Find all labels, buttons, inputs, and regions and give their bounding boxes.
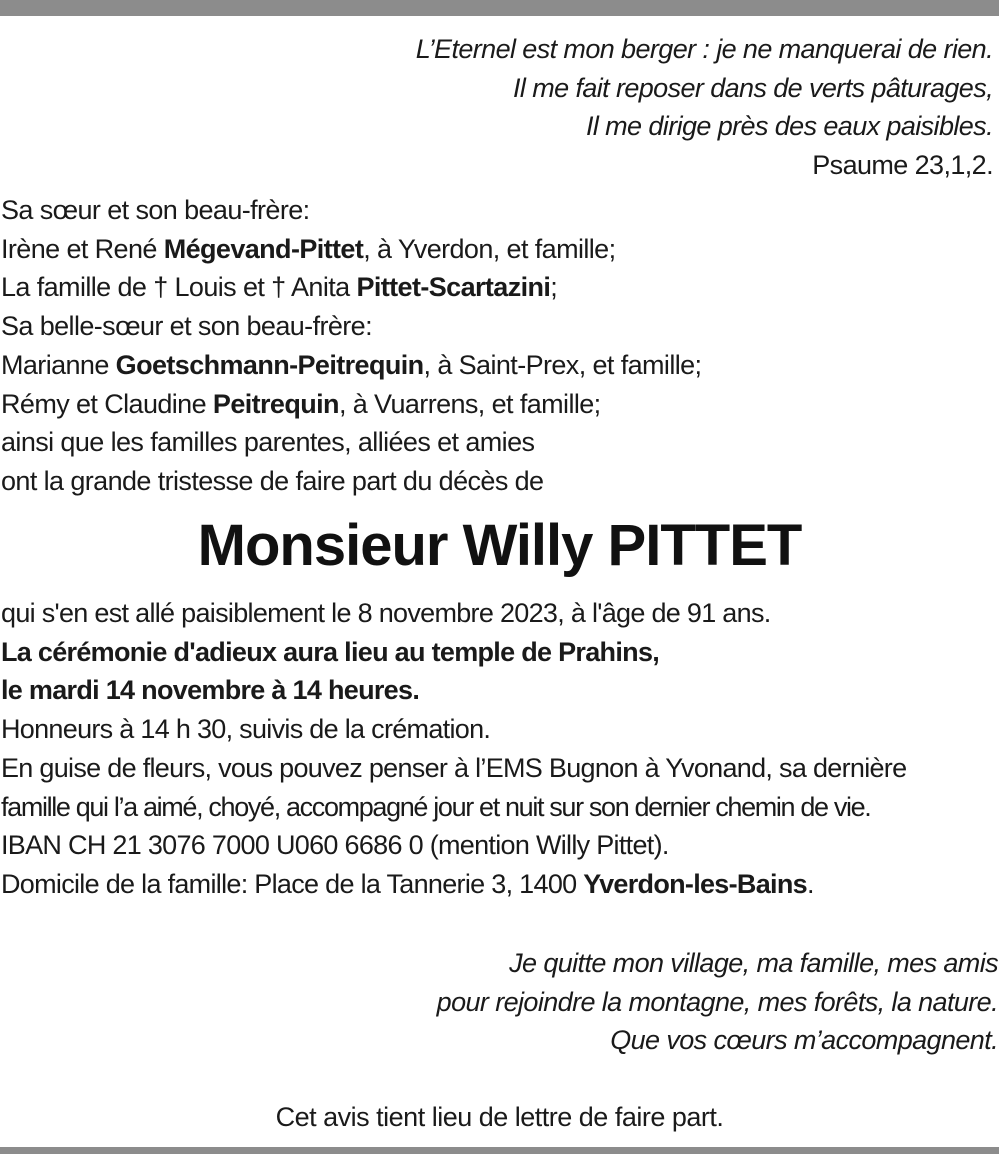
domicile-city: Yverdon-les-Bains bbox=[583, 868, 807, 899]
family-line bbox=[1, 230, 701, 269]
domicile-line bbox=[1, 865, 906, 904]
detail-line: En guise de fleurs, vous pouvez penser à l’EMS Bugnon à Yvonand, sa dernière bbox=[1, 752, 907, 783]
family-text: ; bbox=[550, 272, 558, 303]
family-line bbox=[1, 346, 701, 385]
family-line: ont la grande tristesse de faire part du décès de bbox=[1, 465, 544, 496]
family-surname: Goetschmann-Peitrequin bbox=[115, 349, 424, 380]
psalm-verse bbox=[416, 30, 993, 184]
top-border-rule bbox=[0, 0, 999, 16]
family-surname: Pittet-Scartazini bbox=[356, 272, 551, 303]
detail-line: famille qui l’a aimé, choyé, accompagné jour et nuit sur son dernier chemin de vie. bbox=[1, 791, 871, 822]
family-surname: Mégevand-Pittet bbox=[163, 233, 364, 264]
family-announcement bbox=[1, 191, 701, 501]
verse-line: Il me dirige près des eaux paisibles. bbox=[585, 111, 993, 141]
family-text: Marianne bbox=[1, 349, 116, 380]
domicile-text: . bbox=[806, 868, 814, 899]
domicile-text: Domicile de la famille: Place de la Tannerie 3, 1400 bbox=[1, 868, 584, 899]
closing-notice: Cet avis tient lieu de lettre de faire part. bbox=[275, 1102, 724, 1132]
family-text: , à Vuarrens, et famille; bbox=[338, 388, 601, 419]
family-text: Rémy et Claudine bbox=[1, 388, 213, 419]
family-text: La famille de † Louis et † Anita bbox=[1, 272, 357, 303]
family-text: Irène et René bbox=[1, 233, 164, 264]
deceased-name-heading: Monsieur Willy PITTET bbox=[197, 513, 802, 578]
ceremony-line bbox=[1, 633, 906, 672]
ceremony-text: le mardi 14 novembre à 14 heures. bbox=[1, 675, 420, 706]
iban-line: IBAN CH 21 3076 7000 U060 6686 0 (mention Willy Pittet). bbox=[1, 830, 669, 861]
family-text: , à Saint-Prex, et famille; bbox=[423, 349, 702, 380]
family-line: ainsi que les familles parentes, alliées et amies bbox=[1, 427, 535, 458]
family-text: , à Yverdon, et famille; bbox=[363, 233, 616, 264]
family-surname: Peitrequin bbox=[212, 388, 339, 419]
poem-line: Que vos cœurs m’accompagnent. bbox=[610, 1025, 998, 1055]
family-line: Sa belle-sœur et son beau-frère: bbox=[1, 311, 372, 342]
detail-line: Honneurs à 14 h 30, suivis de la crémation. bbox=[1, 714, 491, 745]
bottom-border-rule bbox=[0, 1147, 999, 1154]
family-line: Sa sœur et son beau-frère: bbox=[1, 195, 310, 225]
farewell-poem bbox=[437, 944, 998, 1060]
ceremony-details bbox=[1, 594, 906, 904]
ceremony-text: La cérémonie d'adieux aura lieu au temple de Prahins, bbox=[1, 636, 660, 667]
family-line bbox=[1, 385, 701, 424]
poem-line: pour rejoindre la montagne, mes forêts, la nature. bbox=[436, 986, 998, 1017]
verse-reference: Psaume 23,1,2. bbox=[812, 149, 993, 180]
family-line bbox=[1, 268, 701, 307]
detail-line: qui s'en est allé paisiblement le 8 novembre 2023, à l'âge de 91 ans. bbox=[1, 598, 771, 628]
verse-line: Il me fait reposer dans de verts pâturages, bbox=[513, 72, 993, 103]
ceremony-line bbox=[1, 671, 906, 710]
verse-line: L’Eternel est mon berger : je ne manquerai de rien. bbox=[415, 34, 993, 64]
poem-line: Je quitte mon village, ma famille, mes amis bbox=[509, 948, 998, 978]
